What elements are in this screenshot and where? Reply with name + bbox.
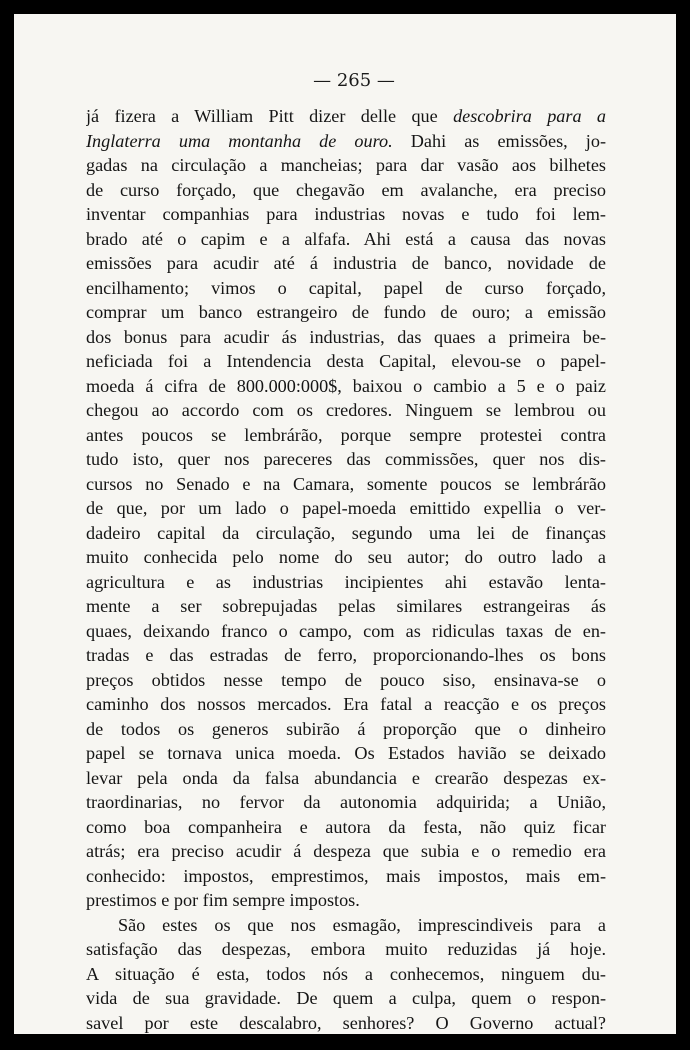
text-line: moeda á cifra de 800.000:000$, baixou o cambio a 5 e o paiz <box>86 375 606 396</box>
text-line: quaes, deixando franco o campo, com as ridiculas taxas de en- <box>86 620 606 641</box>
text-line: chegou ao accordo com os credores. Ninguem se lembrou ou <box>86 400 606 420</box>
text-line: gadas na circulação a mancheias; para dar vasão aos bilhetes <box>86 155 606 175</box>
text-line: comprar um banco estrangeiro de fundo de ouro; a emissão <box>86 302 606 322</box>
text-line: cursos no Senado e na Camara, somente poucos se lembrárão <box>86 473 606 494</box>
text-line: levar pela onda da falsa abundancia e crearão despezas ex- <box>86 767 606 788</box>
paragraph-1 <box>86 104 606 913</box>
text-line: agricultura e as industrias incipientes ahi estavão lenta- <box>86 571 606 592</box>
text-line: vida de sua gravidade. De quem a culpa, quem o respon- <box>86 988 606 1008</box>
text-line: inventar companhias para industrias novas e tudo foi lem- <box>86 204 606 224</box>
text-line: traordinarias, no fervor da autonomia adquirida; a União, <box>86 792 606 812</box>
text-line: satisfação das despezas, embora muito reduzidas já hoje. <box>86 939 606 959</box>
text-line: encilhamento; vimos o capital, papel de curso forçado, <box>86 277 606 298</box>
text-line: A situação é esta, todos nós a conhecemos, ninguem du- <box>86 963 606 984</box>
text-line: de curso forçado, que chegavão em avalanche, era preciso <box>86 179 606 200</box>
text-line: emissões para acudir até á industria de banco, novidade de <box>86 253 606 273</box>
text-line: muito conhecida pelo nome do seu autor; do outro lado a <box>86 547 606 567</box>
text-line: dos bonus para acudir ás industrias, das quaes a primeira be- <box>86 326 606 347</box>
text-line: caminho dos nossos mercados. Era fatal a reacção e os preços <box>86 694 606 714</box>
body-text <box>86 104 606 1034</box>
text-line: brado até o capim e a alfafa. Ahi está a causa das novas <box>86 228 606 249</box>
italic-phrase: descobrira para a <box>453 106 606 126</box>
text-line: de que, por um lado o papel-moeda emittido expellia o ver- <box>86 498 606 518</box>
text-line: preços obtidos nesse tempo de pouco siso, ensinava-se o <box>86 669 606 690</box>
text-line: prestimos e por fim sempre impostos. <box>86 890 360 910</box>
text-line: neficiada foi a Intendencia desta Capital, elevou-se o papel- <box>86 351 606 371</box>
page-number: — 265 — <box>313 70 395 91</box>
text-line: atrás; era preciso acudir á despeza que subia e o remedio era <box>86 841 606 861</box>
text-line: conhecido: impostos, emprestimos, mais impostos, mais em- <box>86 865 606 886</box>
paragraph-2 <box>86 913 606 1035</box>
book-page <box>14 14 676 1034</box>
text-line: mente a ser sobrepujadas pelas similares estrangeiras ás <box>86 596 606 616</box>
text-line: tradas e das estradas de ferro, proporcionando-lhes os bons <box>86 645 606 665</box>
italic-phrase: Inglaterra uma montanha de ouro. <box>86 130 393 151</box>
text-line: São estes os que nos esmagão, imprescindiveis para a <box>118 914 606 935</box>
text-line: como boa companheira e autora da festa, não quiz ficar <box>86 816 606 837</box>
text-line: tudo isto, quer nos pareceres das commissões, quer nos dis- <box>86 449 606 469</box>
text-line: papel se tornava unica moeda. Os Estados havião se deixado <box>86 743 606 763</box>
text-line: savel por este descalabro, senhores? O Governo actual? <box>86 1012 606 1033</box>
text-line: já fizera a William Pitt dizer delle que descobrira para a <box>86 106 606 126</box>
text-line: antes poucos se lembrárão, porque sempre protestei contra <box>86 424 606 445</box>
text-line: dadeiro capital da circulação, segundo uma lei de finanças <box>86 522 606 543</box>
text-line: Inglaterra uma montanha de ouro. Dahi as emissões, jo- <box>86 130 606 151</box>
text-line: de todos os generos subirão á proporção que o dinheiro <box>86 718 606 739</box>
